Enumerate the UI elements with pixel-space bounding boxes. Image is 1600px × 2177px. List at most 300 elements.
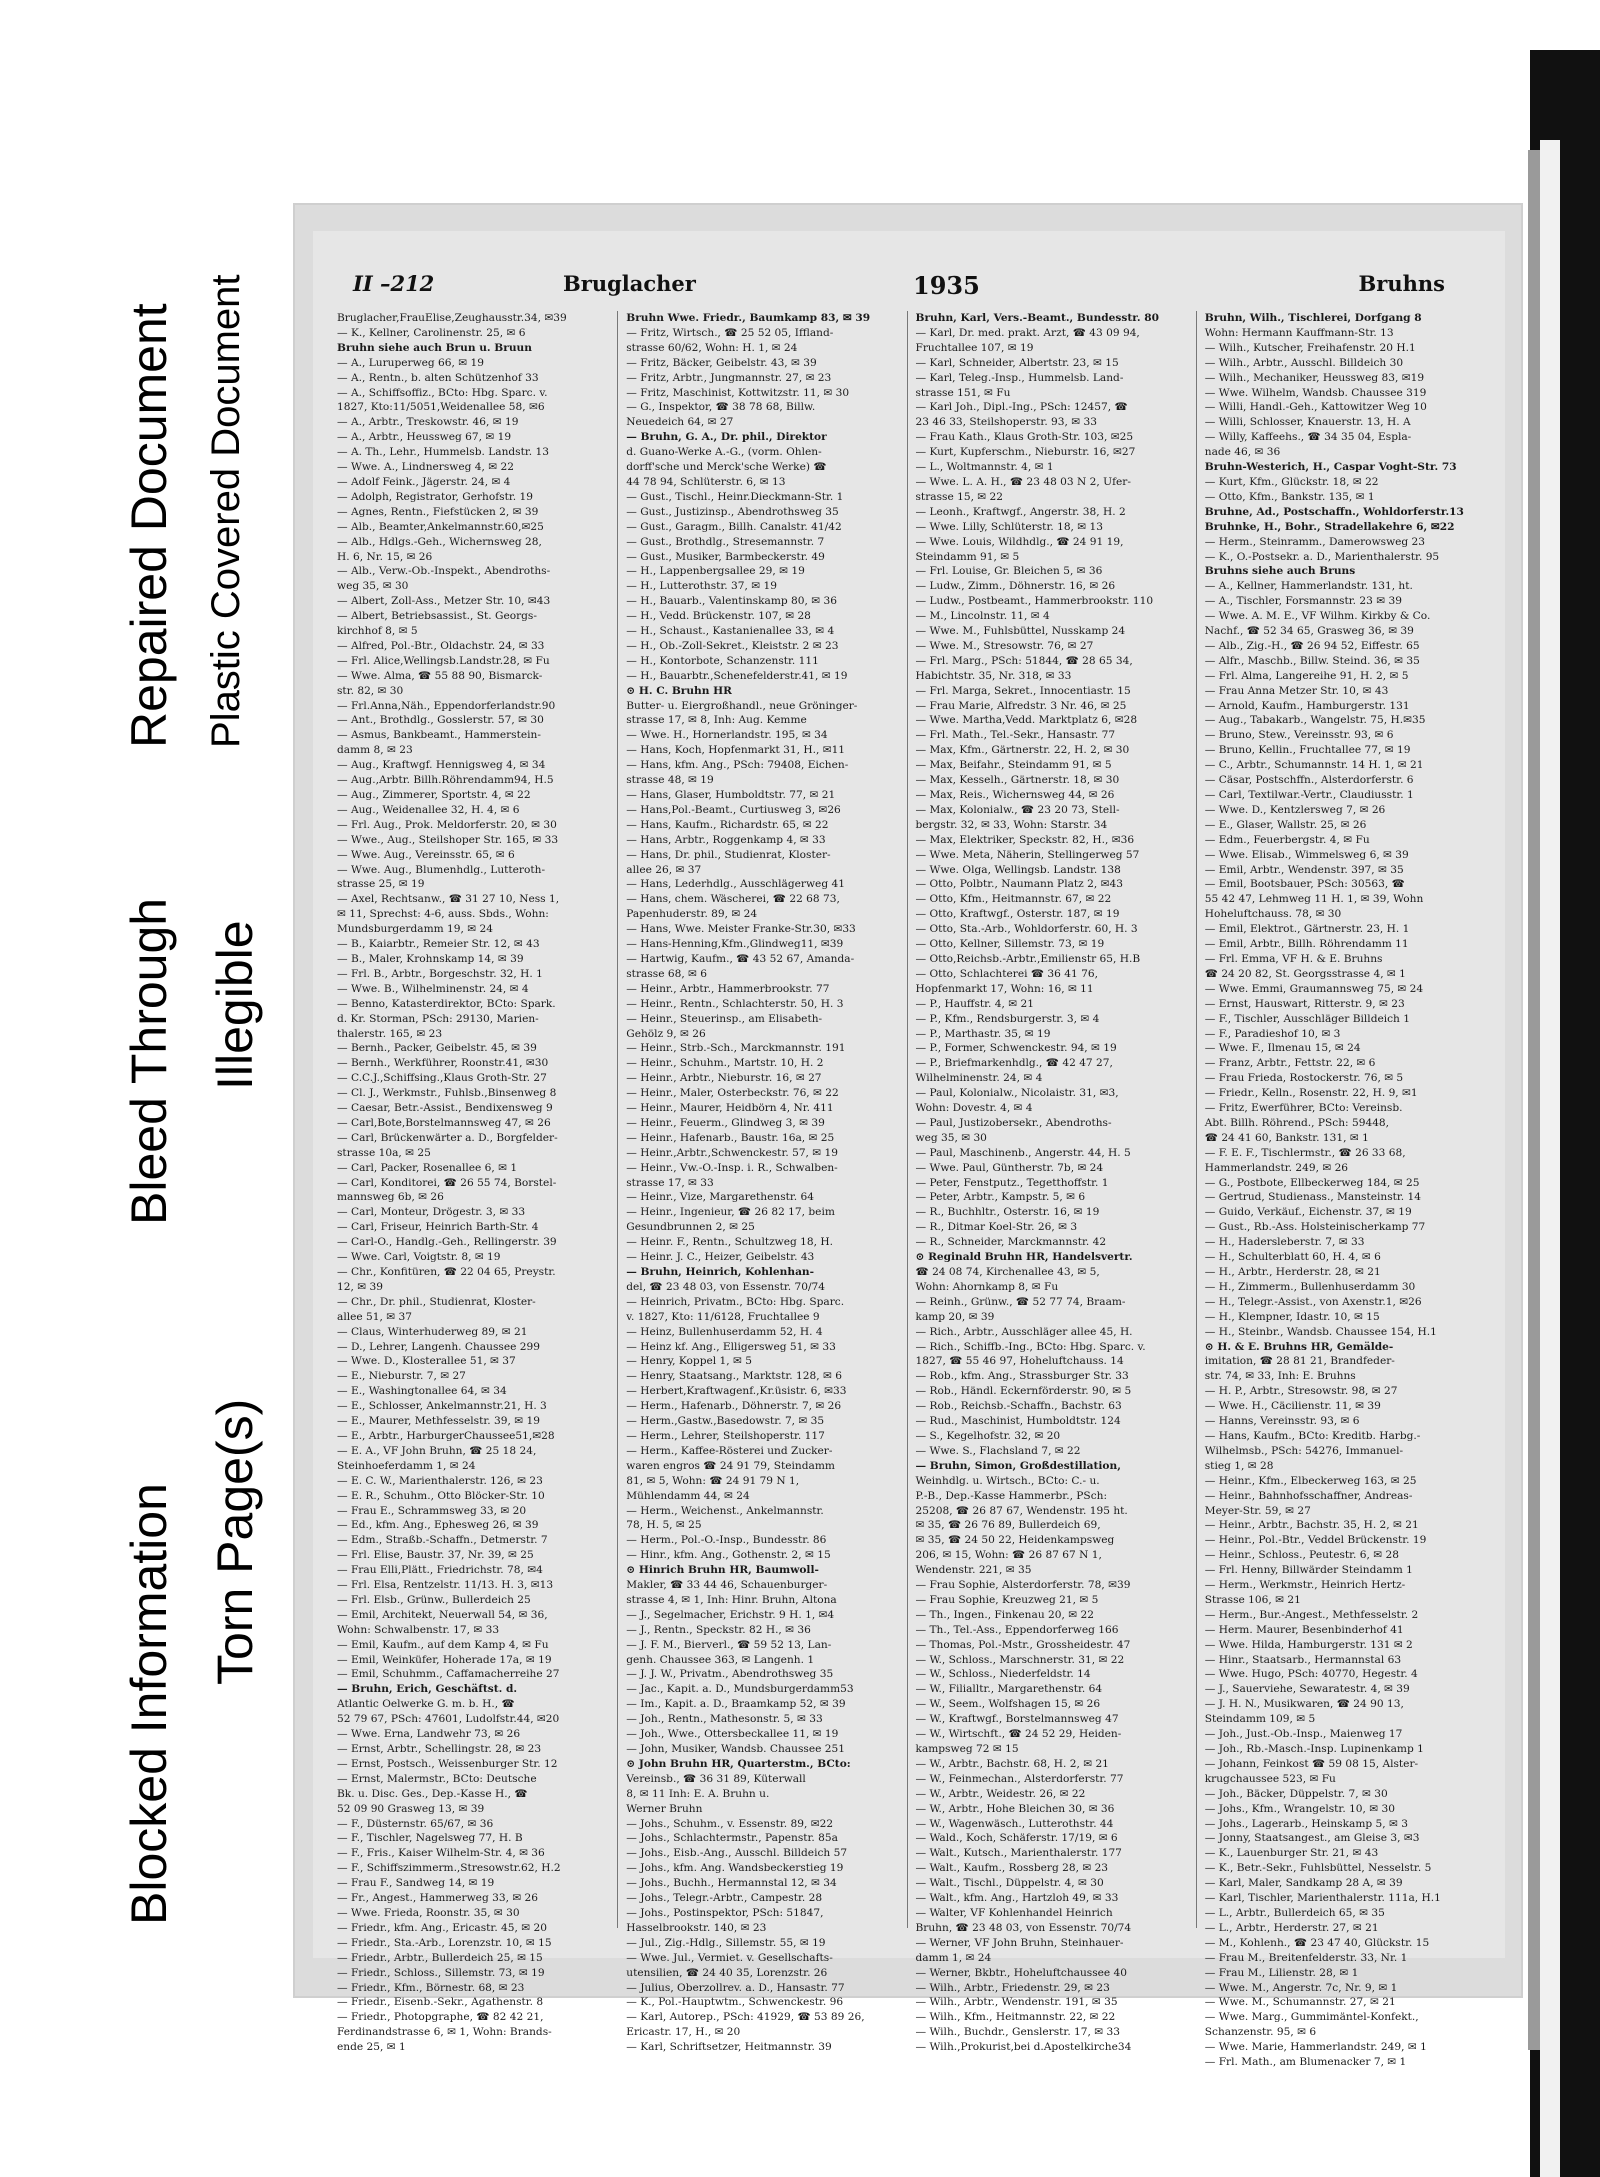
directory-entry-line: — Reinh., Grünw., ☎ 52 77 74, Braam-	[915, 1295, 1126, 1308]
directory-entry-line: — A., Tischler, Forsmannstr. 23 ✉ 39	[1204, 595, 1402, 608]
directory-entry-line: dorff'sche und Merck'sche Werke) ☎	[626, 461, 827, 474]
directory-entry-line: kirchhof 8, ✉ 5	[337, 625, 418, 638]
directory-entry-line: Butter- u. Eiergroßhandl., neue Gröninger-	[626, 699, 858, 712]
directory-entry-line: Strasse 106, ✉ 21	[1204, 1593, 1301, 1606]
directory-entry-line: — Friedr., Arbtr., Bullerdeich 25, ✉ 15	[337, 1951, 543, 1964]
directory-entry-line: — Heinr., Strb.-Sch., Marckmannstr. 191	[626, 1042, 846, 1055]
directory-entry-line: Bruglacher,FrauElise,Zeughausstr.34, ✉39	[337, 312, 567, 324]
directory-entry-line: — Bruhn, Erich, Geschäftst. d.	[337, 1683, 518, 1696]
directory-entry-line: — B., Maler, Krohnskamp 14, ✉ 39	[337, 952, 524, 965]
directory-entry-line: — R., Schneider, Marckmannstr. 42	[915, 1236, 1107, 1249]
directory-entry-line: strasse 151, ✉ Fu	[915, 386, 1011, 399]
directory-entry-line: — Frau Anna Metzer Str. 10, ✉ 43	[1204, 684, 1389, 697]
directory-entry-line: — Frl. Math., am Blumenacker 7, ✉ 1	[1204, 2056, 1407, 2069]
directory-entry-line: — Werner, VF John Bruhn, Steinhauer-	[915, 1936, 1124, 1949]
directory-entry-line: — Herm., Hafenarb., Döhnerstr. 7, ✉ 26	[626, 1400, 842, 1413]
directory-entry-line: — Herm., Lehrer, Steilshoperstr. 117	[626, 1429, 825, 1442]
directory-entry-line: — Heinz, Bullenhuserdamm 52, H. 4	[626, 1325, 823, 1338]
directory-entry-line: — Heinr. F., Rentn., Schultzweg 18, H.	[626, 1236, 833, 1249]
directory-entry-line: ⊙ John Bruhn HR, Quarterstm., BCto:	[626, 1757, 851, 1770]
directory-entry-line: — K., Lauenburger Str. 21, ✉ 43	[1204, 1847, 1379, 1860]
directory-entry-line: — Heinr., Vw.-O.-Insp. i. R., Schwalben-	[626, 1161, 838, 1174]
directory-entry-line: — Friedr., Eisenb.-Sekr., Agathenstr. 8	[337, 1996, 544, 2009]
directory-entry-line: — Fritz, Bäcker, Geibelstr. 43, ✉ 39	[626, 356, 817, 369]
directory-entry-line: — Alb., Beamter,Ankelmannstr.60,✉25	[337, 520, 544, 533]
directory-entry-line: — Heinr., Arbtr., Nieburstr. 16, ✉ 27	[626, 1072, 822, 1085]
directory-entry-line: 25208, ☎ 26 87 67, Wendenstr. 195 ht.	[915, 1504, 1128, 1517]
directory-entry-line: d. Guano-Werke A.-G., (vorm. Ohlen-	[626, 446, 822, 459]
directory-entry-line: Bruhn-Westerich, H., Caspar Voght-Str. 73	[1204, 461, 1457, 474]
directory-entry-line: — J., Sauerviehe, Sewaratestr. 4, ✉ 39	[1204, 1683, 1410, 1696]
directory-entry-line: — M., Kohlenh., ☎ 23 47 40, Glückstr. 15	[1204, 1936, 1430, 1949]
notice-strip	[0, 0, 280, 2177]
directory-entry-line: Wendenstr. 221, ✉ 35	[915, 1564, 1032, 1577]
directory-entry-line: — J. H. N., Musikwaren, ☎ 24 90 13,	[1204, 1698, 1404, 1711]
directory-entry-line: bergstr. 32, ✉ 33, Wohn: Starstr. 34	[915, 818, 1108, 831]
directory-entry-line: — H., Kontorbote, Schanzenstr. 111	[626, 654, 819, 667]
directory-entry-line: — Frau Kath., Klaus Groth-Str. 103, ✉25	[915, 431, 1134, 444]
directory-entry-line: Mühlendamm 44, ✉ 24	[626, 1489, 750, 1502]
directory-entry-line: — Johs., Schlachtermstr., Papenstr. 85a	[626, 1832, 838, 1845]
directory-entry-line: str. 74, ✉ 33, Inh: E. Bruhns	[1204, 1370, 1356, 1383]
directory-entry-line: — Wilh., Arbtr., Friedenstr. 29, ✉ 23	[915, 1981, 1110, 1994]
directory-entry-line: — Wald., Koch, Schäferstr. 17/19, ✉ 6	[915, 1832, 1118, 1845]
directory-entry-line: — W., Arbtr., Bachstr. 68, H. 2, ✉ 21	[915, 1757, 1109, 1770]
directory-entry-line: — Heinr., Feuerm., Glindweg 3, ✉ 39	[626, 1116, 825, 1129]
directory-entry-line: — Paul, Kolonialw., Nicolaistr. 31, ✉3,	[915, 1087, 1119, 1100]
directory-entry-line: — Wwe. D., Klosterallee 51, ✉ 37	[337, 1355, 516, 1368]
directory-entry-line: — Friedr., Photopgraphe, ☎ 82 42 21,	[337, 2011, 544, 2024]
directory-entry-line: — Otto, Polbtr., Naumann Platz 2, ✉43	[915, 878, 1123, 891]
directory-entry-line: — Kurt, Kfm., Glückstr. 18, ✉ 22	[1204, 475, 1379, 488]
directory-sheet-inner	[313, 231, 1505, 2069]
directory-entry-line: — E., Washingtonallee 64, ✉ 34	[337, 1385, 507, 1398]
directory-entry-line: stieg 1, ✉ 28	[1204, 1459, 1274, 1472]
directory-entry-line: — Frau M., Breitenfelderstr. 33, Nr. 1	[1204, 1951, 1408, 1964]
directory-entry-line: Schanzenstr. 95, ✉ 6	[1204, 2026, 1317, 2039]
directory-entry-line: Wohn: Schwalbenstr. 17, ✉ 33	[337, 1623, 500, 1636]
directory-entry-line: — Frau Frieda, Rostockerstr. 76, ✉ 5	[1204, 1072, 1404, 1085]
directory-entry-line: — Wilh., Buchdr., Genslerstr. 17, ✉ 33	[915, 2026, 1120, 2039]
directory-entry-line: 1827, Kto:11/5051,Weidenallee 58, ✉6	[337, 401, 545, 414]
directory-entry-line: — Otto,Reichsb.-Arbtr.,Emilienstr 65, H.B	[915, 952, 1141, 965]
directory-entry-line: — Johs., Telegr.-Arbtr., Campestr. 28	[626, 1892, 823, 1905]
directory-entry-line: — Rich., Schiffb.-Ing., BCto: Hbg. Sparc. v.	[915, 1340, 1146, 1353]
directory-entry-line: — Heinr., Pol.-Btr., Veddel Brückenstr. 19	[1204, 1534, 1427, 1547]
directory-entry-line: — Wilh., Arbtr., Wendenstr. 191, ✉ 35	[915, 1996, 1118, 2009]
directory-entry-line: — Bruhn, Simon, Großdestillation,	[915, 1459, 1121, 1472]
directory-entry-line: kampsweg 72 ✉ 15	[915, 1743, 1019, 1755]
directory-entry-line: — Wwe. Lilly, Schlüterstr. 18, ✉ 13	[915, 520, 1104, 533]
directory-entry-line: — Heinrich, Privatm., BCto: Hbg. Sparc.	[626, 1295, 845, 1308]
directory-entry-line: — J., Rentn., Speckstr. 82 H., ✉ 36	[626, 1623, 811, 1636]
directory-entry-line: — Rud., Maschinist, Humboldtstr. 124	[915, 1415, 1121, 1428]
directory-entry-line: v. 1827, Kto: 11/6128, Fruchtallee 9	[626, 1310, 820, 1323]
directory-entry-line: strasse 17, ✉ 33	[626, 1176, 714, 1189]
directory-entry-line: — Carl, Brückenwärter a. D., Borgfelder-	[337, 1131, 558, 1144]
directory-entry-line: thalerstr. 165, ✉ 23	[337, 1027, 443, 1040]
directory-entry-line: 1827, ☎ 55 46 97, Hoheluftchauss. 14	[915, 1355, 1124, 1368]
directory-entry-line: — Wwe., Aug., Steilshoper Str. 165, ✉ 33	[337, 833, 559, 846]
directory-entry-line: — Carl, Konditorei, ☎ 26 55 74, Borstel-	[337, 1176, 557, 1189]
directory-entry-line: — Ernst, Postsch., Weissenburger Str. 12	[337, 1757, 558, 1770]
directory-entry-line: — Herbert,Kraftwagenf.,Kr.üsistr. 6, ✉33	[626, 1385, 847, 1398]
directory-entry-line: — Johs., Buchh., Hermannstal 12, ✉ 34	[626, 1877, 837, 1890]
directory-entry-line: — Hans, Wwe. Meister Franke-Str.30, ✉33	[626, 923, 856, 936]
last-entry-word: Bruhns	[1358, 271, 1445, 296]
directory-entry-line: — Heinr., Ingenieur, ☎ 26 82 17, beim	[626, 1206, 835, 1219]
directory-entry-line: — Franz, Arbtr., Fettstr. 22, ✉ 6	[1204, 1057, 1376, 1070]
directory-entry-line: — Ernst, Hauswart, Ritterstr. 9, ✉ 23	[1204, 997, 1405, 1010]
directory-entry-line: — Frau Sophie, Kreuzweg 21, ✉ 5	[915, 1593, 1099, 1606]
directory-entry-line: — Herm., Werkmstr., Heinrich Hertz-	[1204, 1579, 1406, 1592]
directory-entry-line: — Heinr., Arbtr., Hammerbrookstr. 77	[626, 982, 830, 995]
directory-entry-line: — Wilh., Arbtr., Ausschl. Billdeich 30	[1204, 356, 1404, 369]
directory-entry-line: — Gust., Rb.-Ass. Holsteinischerkamp 77	[1204, 1221, 1426, 1234]
directory-entry-line: — H., Hadersleberstr. 7, ✉ 33	[1204, 1236, 1365, 1249]
directory-entry-line: Meyer-Str. 59, ✉ 27	[1204, 1504, 1311, 1517]
directory-entry-line: — M., Lincolnstr. 11, ✉ 4	[915, 610, 1050, 623]
directory-entry-line: — Asmus, Bankbeamt., Hammerstein-	[337, 729, 541, 742]
directory-entry-line: — P., Kfm., Rendsburgerstr. 3, ✉ 4	[915, 1012, 1100, 1025]
directory-entry-line: — Johs., kfm. Ang. Wandsbeckerstieg 19	[626, 1862, 844, 1875]
directory-entry-line: — Wwe. Meta, Näherin, Stellingerweg 57	[915, 848, 1140, 861]
directory-entry-line: — Frau M., Lilienstr. 28, ✉ 1	[1204, 1966, 1359, 1979]
directory-entry-line: — Heinr., Hafenarb., Baustr. 16a, ✉ 25	[626, 1131, 835, 1144]
directory-entry-line: — Wwe. M., Fuhlsbüttel, Nusskamp 24	[915, 625, 1126, 638]
directory-entry-line: — Max, Elektriker, Speckstr. 82, H., ✉36	[915, 833, 1135, 846]
directory-entry-line: — Frl. Aug., Prok. Meldorferstr. 20, ✉ 30	[337, 818, 557, 831]
directory-entry-line: — A., Arbtr., Treskowstr. 46, ✉ 19	[337, 416, 519, 429]
directory-entry-line: — Herm.,Gastw.,Basedowstr. 7, ✉ 35	[626, 1415, 825, 1428]
directory-entry-line: — Wwe. Elisab., Wimmelsweg 6, ✉ 39	[1204, 848, 1409, 861]
directory-entry-line: — Frl. Elsa, Rentzelstr. 11/13. H. 3, ✉13	[337, 1579, 554, 1592]
directory-entry-line: — Heinr.,Arbtr.,Schwenckestr. 57, ✉ 19	[626, 1146, 839, 1159]
directory-sheet	[293, 203, 1523, 2069]
directory-entry-line: — G., Postbote, Ellbeckerweg 184, ✉ 25	[1204, 1176, 1420, 1189]
directory-entry-line: Bruhnke, H., Bohr., Stradellakehre 6, ✉22	[1204, 520, 1455, 533]
directory-entry-line: — Peter, Fenstputz., Tegetthoffstr. 1	[915, 1176, 1109, 1189]
directory-entry-line: — L., Woltmannstr. 4, ✉ 1	[915, 461, 1054, 474]
directory-entry-line: ✉ 35, ☎ 24 50 22, Heidenkampsweg	[915, 1534, 1115, 1547]
directory-entry-line: — Wwe. H., Cäcilienstr. 11, ✉ 39	[1204, 1400, 1381, 1413]
directory-entry-line: — D., Lehrer, Langenh. Chaussee 299	[337, 1340, 540, 1353]
directory-entry-line: — Alfred, Pol.-Btr., Oldachstr. 24, ✉ 33	[337, 639, 545, 652]
directory-entry-line: — Paul, Justizobersekr., Abendroths-	[915, 1116, 1112, 1129]
directory-entry-line: strasse 4, ✉ 1, Inh: Hinr. Bruhn, Altona	[626, 1593, 837, 1606]
directory-entry-line: — H., Schulterblatt 60, H. 4, ✉ 6	[1204, 1251, 1381, 1264]
directory-entry-line: — R., Ditmar Koel-Str. 26, ✉ 3	[915, 1221, 1078, 1234]
directory-entry-line: — Emil, Bootsbauer, PSch: 30563, ☎	[1204, 878, 1405, 891]
directory-entry-line: — Bruno, Kellin., Fruchtallee 77, ✉ 19	[1204, 744, 1411, 757]
directory-entry-line: — Jac., Kapit. a. D., Mundsburgerdamm53	[626, 1683, 854, 1696]
directory-entry-line: — W., Feinmechan., Alsterdorferstr. 77	[915, 1772, 1124, 1785]
directory-entry-line: — Hans, Kaufm., BCto: Kreditb. Harbg.-	[1204, 1429, 1421, 1442]
directory-entry-line: — W., Arbtr., Hohe Bleichen 30, ✉ 36	[915, 1802, 1115, 1815]
directory-entry-line: — Frl. Emma, VF H. & E. Bruhns	[1204, 952, 1383, 965]
directory-entry-line: — Heinr., Schuhm., Martstr. 10, H. 2	[626, 1057, 824, 1070]
directory-entry-line: — Agnes, Rentn., Fiefstücken 2, ✉ 39	[337, 505, 539, 518]
directory-entry-line: ⊙ H. C. Bruhn HR	[626, 684, 732, 697]
directory-entry-line: — F., Tischler, Nagelsweg 77, H. B	[337, 1832, 523, 1845]
directory-entry-line: — Wwe. D., Kentzlersweg 7, ✉ 26	[1204, 803, 1386, 816]
directory-entry-line: — B., Kaiarbtr., Remeier Str. 12, ✉ 43	[337, 938, 540, 951]
directory-entry-line: — Carl, Packer, Rosenallee 6, ✉ 1	[337, 1161, 518, 1174]
directory-entry-line: — Wwe. Marie, Hammerlandstr. 249, ✉ 1	[1204, 2041, 1427, 2054]
directory-entry-line: — Chr., Dr. phil., Studienrat, Kloster-	[337, 1295, 536, 1308]
directory-entry-line: — Herm., Pol.-O.-Insp., Bundesstr. 86	[626, 1534, 827, 1547]
directory-entry-line: — W., Seem., Wolfshagen 15, ✉ 26	[915, 1698, 1101, 1711]
directory-entry-line: ✉ 35, ☎ 26 76 89, Bullerdeich 69,	[915, 1519, 1101, 1532]
directory-entry-line: — Wwe. Olga, Wellingsb. Landstr. 138	[915, 863, 1121, 876]
directory-entry-line: — Willi, Schlosser, Knauerstr. 13, H. A	[1204, 416, 1411, 429]
directory-entry-line: strasse 25, ✉ 19	[337, 878, 425, 891]
directory-entry-line: — Johs., Postinspektor, PSch: 51847,	[626, 1906, 824, 1919]
directory-entry-line: — Rich., Arbtr., Ausschläger allee 45, H.	[915, 1325, 1133, 1338]
directory-entry-line: — Aug., Kraftwgf. Hennigsweg 4, ✉ 34	[337, 759, 546, 772]
directory-entry-line: — Alb., Verw.-Ob.-Inspekt., Abendroths-	[337, 565, 551, 578]
directory-entry-line: — Wilh.,Prokurist,bei d.Apostelkirche34	[915, 2041, 1132, 2054]
directory-entry-line: — Heinr., Maurer, Heidbörn 4, Nr. 411	[626, 1102, 834, 1115]
directory-entry-line: — Rob., Reichsb.-Schaffn., Bachstr. 63	[915, 1400, 1122, 1413]
directory-entry-line: genh. Chaussee 363, ✉ Langenh. 1	[626, 1653, 815, 1666]
directory-entry-line: Bruhne, Ad., Postschaffn., Wohldorferstr.13	[1204, 505, 1464, 518]
page-header	[353, 271, 1445, 301]
directory-entry-line: — Wwe. L. A. H., ☎ 23 48 03 N 2, Ufer-	[915, 475, 1131, 488]
directory-entry-line: — Julius, Oberzollrev. a. D., Hansastr. 77	[626, 1981, 845, 1994]
directory-year: 1935	[913, 271, 980, 300]
directory-entry-line: — Johs., Schuhm., v. Essenstr. 89, ✉22	[626, 1817, 834, 1830]
directory-entry-line: — W., Schloss., Niederfeldstr. 14	[915, 1668, 1091, 1681]
directory-entry-line: strasse 60/62, Wohn: H. 1, ✉ 24	[626, 341, 798, 354]
directory-entry-line: — Karl, Maler, Sandkamp 28 A, ✉ 39	[1204, 1877, 1403, 1890]
directory-entry-line: — Willi, Handl.-Geh., Kattowitzer Weg 10	[1204, 401, 1427, 414]
directory-entry-line: — Alb., Zig.-H., ☎ 26 94 52, Eiffestr. 65	[1204, 639, 1420, 652]
directory-entry-line: krugchaussee 523, ✉ Fu	[1204, 1772, 1336, 1785]
directory-entry-line: — Wwe. Hugo, PSch: 40770, Hegestr. 4	[1204, 1668, 1418, 1681]
directory-entry-line: — Hans, Arbtr., Roggenkamp 4, ✉ 33	[626, 833, 826, 846]
directory-entry-line: — Wwe. Paul, Güntherstr. 7b, ✉ 24	[915, 1161, 1104, 1174]
directory-entry-line: damm 1, ✉ 24	[915, 1951, 992, 1964]
directory-entry-line: strasse 15, ✉ 22	[915, 490, 1004, 503]
directory-entry-line: — P., Briefmarkenhdlg., ☎ 42 47 27,	[915, 1057, 1113, 1070]
directory-entry-line: Bruhns siehe auch Bruns	[1204, 565, 1356, 578]
directory-entry-line: — Wwe. Carl, Voigtstr. 8, ✉ 19	[337, 1251, 501, 1264]
directory-entry-line: — Heinr., Rentn., Schlachterstr. 50, H. 3	[626, 997, 844, 1010]
directory-entry-line: — Otto, Kfm., Heitmannstr. 67, ✉ 22	[915, 893, 1112, 906]
first-entry-word: Bruglacher	[563, 271, 696, 296]
directory-entry-line: — Walt., kfm. Ang., Hartzloh 49, ✉ 33	[915, 1892, 1119, 1905]
directory-entry-line: — Ernst, Arbtr., Schellingstr. 28, ✉ 23	[337, 1743, 542, 1755]
directory-entry-line: — Werner, Bkbtr., Hoheluftchaussee 40	[915, 1966, 1128, 1979]
directory-entry-line: — A., Kellner, Hammerlandstr. 131, ht.	[1204, 580, 1413, 593]
directory-entry-line: — Emil, Arbtr., Billh. Röhrendamm 11	[1204, 938, 1409, 951]
directory-entry-line: Bruhn siehe auch Brun u. Bruun	[337, 341, 532, 354]
directory-entry-line: weg 35, ✉ 30	[337, 580, 409, 593]
directory-entry-line: 78, H. 5, ✉ 25	[626, 1519, 702, 1532]
directory-entry-line: H. 6, Nr. 15, ✉ 26	[337, 550, 433, 563]
directory-entry-line: — H., Zimmerm., Bullenhuserdamm 30	[1204, 1280, 1416, 1293]
directory-entry-line: — Karl, Dr. med. prakt. Arzt, ☎ 43 09 94,	[915, 326, 1140, 339]
directory-entry-line: — Emil, Kaufm., auf dem Kamp 4, ✉ Fu	[337, 1638, 549, 1651]
directory-entry-line: — E., Glaser, Wallstr. 25, ✉ 26	[1204, 818, 1367, 831]
directory-entry-line: — Carl, Friseur, Heinrich Barth-Str. 4	[337, 1221, 539, 1234]
directory-entry-line: — Rob., kfm. Ang., Strassburger Str. 33	[915, 1370, 1129, 1383]
directory-entry-line: — Jul., Zig.-Hdlg., Sillemstr. 55, ✉ 19	[626, 1936, 826, 1949]
directory-entry-line: — Frau Sophie, Alsterdorferstr. 78, ✉39	[915, 1579, 1131, 1592]
directory-entry-line: — C.C.J.,Schiffsing.,Klaus Groth-Str. 27	[337, 1072, 547, 1085]
directory-entry-line: Hasselbrookstr. 140, ✉ 23	[626, 1921, 767, 1934]
directory-entry-line: Steindamm 109, ✉ 5	[1204, 1713, 1316, 1726]
directory-entry-line: Hopfenmarkt 17, Wohn: 16, ✉ 11	[915, 982, 1094, 995]
directory-entry-line: — Hans, Dr. phil., Studienrat, Kloster-	[626, 848, 831, 861]
directory-entry-line: Bruhn, ☎ 23 48 03, von Essenstr. 70/74	[915, 1921, 1132, 1934]
directory-entry-line: — F., Schiffszimmerm.,Stresowstr.62, H.2	[337, 1862, 561, 1875]
directory-entry-line: — E., Arbtr., HarburgerChaussee51,✉28	[337, 1429, 555, 1442]
directory-entry-line: waren engros ☎ 24 91 79, Steindamm	[626, 1459, 835, 1472]
directory-entry-line: — Fritz, Wirtsch., ☎ 25 52 05, Iffland-	[626, 326, 834, 339]
directory-entry-line: — S., Kegelhofstr. 32, ✉ 20	[915, 1429, 1061, 1442]
directory-entry-line: — Ed., kfm. Ang., Ephesweg 26, ✉ 39	[337, 1519, 539, 1532]
directory-entry-line: — Wwe. Martha,Vedd. Marktplatz 6, ✉28	[915, 714, 1138, 727]
directory-entry-line: — Wwe. H., Hornerlandstr. 195, ✉ 34	[626, 729, 828, 742]
directory-entry-line: P.-B., Dep.-Kasse Hammerbr., PSch:	[915, 1489, 1108, 1502]
directory-entry-line: — Karl, Schriftsetzer, Heitmannstr. 39	[626, 2041, 832, 2054]
directory-entry-line: — Joh., Rb.-Masch.-Insp. Lupinenkamp 1	[1204, 1743, 1424, 1755]
directory-entry-line: — Bruno, Stew., Vereinsstr. 93, ✉ 6	[1204, 729, 1394, 742]
directory-entry-line: allee 51, ✉ 37	[337, 1310, 412, 1323]
directory-entry-line: — Max, Kfm., Gärtnerstr. 22, H. 2, ✉ 30	[915, 744, 1130, 757]
directory-entry-line: — Karl, Tischler, Marienthalerstr. 111a, H.1	[1204, 1892, 1441, 1905]
adjacent-page-edge	[1540, 140, 1560, 2177]
directory-entry-line: strasse 48, ✉ 19	[626, 774, 714, 787]
directory-entry-line: imitation, ☎ 28 81 21, Brandfeder-	[1204, 1355, 1395, 1368]
directory-entry-line: — Albert, Betriebsassist., St. Georgs-	[337, 610, 537, 623]
directory-entry-line: — Wwe. A. M. E., VF Wilhm. Kirkby & Co.	[1204, 610, 1431, 623]
directory-entry-line: — K., Betr.-Sekr., Fuhlsbüttel, Nesselstr. 5	[1204, 1862, 1432, 1875]
directory-column-3	[915, 311, 1197, 2054]
directory-entry-line: ✉ 11, Sprechst: 4-6, auss. Sbds., Wohn:	[337, 908, 549, 921]
directory-entry-line: — L., Arbtr., Bullerdeich 65, ✉ 35	[1204, 1906, 1385, 1919]
directory-entry-line: — Willy, Kaffeehs., ☎ 34 35 04, Espla-	[1204, 431, 1412, 444]
directory-entry-line: — Hans,Pol.-Beamt., Curtiusweg 3, ✉26	[626, 803, 841, 816]
directory-entry-line: Vereinsb., ☎ 36 31 89, Küterwall	[626, 1772, 806, 1785]
directory-column-1	[337, 311, 618, 2054]
directory-entry-line: — Wwe. S., Flachsland 7, ✉ 22	[915, 1444, 1081, 1457]
directory-entry-line: Bruhn Wwe. Friedr., Baumkamp 83, ✉ 39	[626, 312, 871, 324]
directory-entry-line: — Karl, Autorep., PSch: 41929, ☎ 53 89 26,	[626, 2011, 865, 2024]
directory-entry-line: — Gust., Garagm., Billh. Canalstr. 41/42	[626, 520, 842, 533]
directory-entry-line: — Walt., Tischl., Düppelstr. 4, ✉ 30	[915, 1877, 1104, 1890]
directory-entry-line: nade 46, ✉ 36	[1204, 446, 1281, 459]
directory-entry-line: — Heinr., Schloss., Peutestr. 6, ✉ 28	[1204, 1549, 1399, 1562]
directory-entry-line: — K., Pol.-Hauptwtm., Schwenckestr. 96	[626, 1996, 844, 2009]
directory-entry-line: — Hanns, Vereinsstr. 93, ✉ 6	[1204, 1415, 1360, 1428]
directory-entry-line: — C., Arbtr., Schumannstr. 14 H. 1, ✉ 21	[1204, 759, 1424, 772]
directory-entry-line: — John, Musiker, Wandsb. Chaussee 251	[626, 1743, 845, 1755]
directory-entry-line: — Heinr., Kfm., Elbeckerweg 163, ✉ 25	[1204, 1474, 1417, 1487]
directory-entry-line: — Wwe. F., Ilmenau 15, ✉ 24	[1204, 1042, 1361, 1055]
directory-entry-line: — Emil, Elektrot., Gärtnerstr. 23, H. 1	[1204, 923, 1410, 936]
directory-entry-line: — Bernh., Packer, Geibelstr. 45, ✉ 39	[337, 1042, 537, 1055]
directory-entry-line: — Wilh., Mechaniker, Heussweg 83, ✉19	[1204, 371, 1425, 384]
directory-entry-line: kamp 20, ✉ 39	[915, 1310, 995, 1323]
directory-entry-line: — Leonh., Kraftwgf., Angerstr. 38, H. 2	[915, 505, 1126, 518]
directory-entry-line: — H., Telegr.-Assist., von Axenstr.1, ✉26	[1204, 1295, 1422, 1308]
directory-entry-line: Atlantic Oelwerke G. m. b. H., ☎	[337, 1698, 515, 1711]
directory-entry-line: — H., Lappenbergsallee 29, ✉ 19	[626, 565, 805, 578]
directory-entry-line: — Arnold, Kaufm., Hamburgerstr. 131	[1204, 699, 1410, 712]
directory-entry-line: — Wwe. Aug., Vereinsstr. 65, ✉ 6	[337, 848, 515, 861]
directory-entry-line: — Herm. Maurer, Besenbinderhof 41	[1204, 1623, 1404, 1636]
directory-entry-line: — Herm., Steinramm., Damerowsweg 23	[1204, 535, 1426, 548]
directory-entry-line: — A., Rentn., b. alten Schützenhof 33	[337, 371, 539, 384]
directory-entry-line: ⊙ Reginald Bruhn HR, Handelsvertr.	[915, 1251, 1133, 1264]
directory-entry-line: — J., Segelmacher, Erichstr. 9 H. 1, ✉4	[626, 1608, 835, 1621]
directory-entry-line: — Friedr., Schloss., Sillemstr. 73, ✉ 19	[337, 1966, 545, 1979]
directory-entry-line: — Hans, Kaufm., Richardstr. 65, ✉ 22	[626, 818, 829, 831]
directory-entry-line: — E., Maurer, Methfesselstr. 39, ✉ 19	[337, 1415, 540, 1428]
directory-entry-line: — Wwe. Aug., Blumenhdlg., Lutteroth-	[337, 863, 546, 876]
directory-entry-line: — Wilh., Kfm., Heitmannstr. 22, ✉ 22	[915, 2011, 1116, 2024]
notice-repaired-document: Repaired Document	[121, 303, 177, 748]
directory-entry-line: — Guido, Verkäuf., Eichenstr. 37, ✉ 19	[1204, 1206, 1412, 1219]
directory-entry-line: 23 46 33, Steilshoperstr. 93, ✉ 33	[915, 416, 1097, 429]
directory-entry-line: — Hans, kfm. Ang., PSch: 79408, Eichen-	[626, 759, 849, 772]
directory-entry-line: — Heinr., Arbtr., Bachstr. 35, H. 2, ✉ 21	[1204, 1519, 1419, 1532]
directory-entry-line: — Kurt, Kupferschm., Nieburstr. 16, ✉27	[915, 446, 1136, 459]
directory-entry-line: — K., Kellner, Carolinenstr. 25, ✉ 6	[337, 326, 526, 339]
directory-entry-line: — Albert, Zoll-Ass., Metzer Str. 10, ✉43	[337, 595, 551, 608]
directory-entry-line: Wohn: Hermann Kauffmann-Str. 13	[1204, 326, 1394, 339]
directory-entry-line: — Alb., Hdlgs.-Geh., Wichernsweg 28,	[337, 535, 542, 548]
directory-entry-line: — Frl. B., Arbtr., Borgeschstr. 32, H. 1	[337, 967, 543, 980]
directory-entry-line: strasse 10a, ✉ 25	[337, 1146, 431, 1159]
directory-entry-line: — Karl Joh., Dipl.-Ing., PSch: 12457, ☎	[915, 401, 1128, 414]
directory-entry-line: — Gust., Tischl., Heinr.Dieckmann-Str. 1	[626, 490, 844, 503]
directory-entry-line: — Wwe. M., Stresowstr. 76, ✉ 27	[915, 639, 1094, 652]
directory-columns	[337, 311, 1485, 2069]
directory-entry-line: — Heinr., Maler, Osterbeckstr. 76, ✉ 22	[626, 1087, 839, 1100]
directory-entry-line: — Hinr., Staatsarb., Hermannstal 63	[1204, 1653, 1402, 1666]
directory-entry-line: — Wwe. Jul., Vermiet. v. Gesellschafts-	[626, 1951, 833, 1964]
directory-entry-line: — A., Schiffsoffiz., BCto: Hbg. Sparc. v.	[337, 386, 548, 399]
directory-entry-line: — Gust., Justizinsp., Abendrothsweg 35	[626, 505, 839, 518]
directory-entry-line: Ferdinandstrasse 6, ✉ 1, Wohn: Brands-	[337, 2026, 552, 2039]
directory-column-2	[626, 311, 907, 2054]
directory-entry-line: — Johann, Feinkost ☎ 59 08 15, Alster-	[1204, 1757, 1419, 1770]
directory-entry-line: Hoheluftchauss. 78, ✉ 30	[1204, 908, 1342, 921]
directory-entry-line: — P., Marthastr. 35, ✉ 19	[915, 1027, 1051, 1040]
directory-entry-line: — W., Wagenwäsch., Lutterothstr. 44	[915, 1817, 1114, 1830]
directory-entry-line: Gehölz 9, ✉ 26	[626, 1027, 706, 1040]
directory-entry-line: — Fr., Angest., Hammerweg 33, ✉ 26	[337, 1892, 539, 1905]
directory-entry-line: — G., Inspektor, ☎ 38 78 68, Billw.	[626, 401, 816, 414]
notice-blocked-information: Blocked Information	[121, 1483, 177, 1925]
directory-entry-line: 52 09 90 Grasweg 13, ✉ 39	[337, 1802, 485, 1815]
directory-entry-line: — Emil, Weinküfer, Hoherade 17a, ✉ 19	[337, 1653, 552, 1666]
directory-entry-line: — Herm., Kaffee-Rösterei und Zucker-	[626, 1444, 833, 1457]
directory-entry-line: — Wwe. Wilhelm, Wandsb. Chaussee 319	[1204, 386, 1427, 399]
directory-entry-line: 44 78 94, Schlüterstr. 6, ✉ 13	[626, 475, 786, 488]
directory-entry-line: — Adolph, Registrator, Gerhofstr. 19	[337, 490, 533, 503]
directory-entry-line: — Hinr., kfm. Ang., Gothenstr. 2, ✉ 15	[626, 1549, 831, 1562]
directory-entry-line: — W., Kraftwgf., Borstelmannsweg 47	[915, 1713, 1119, 1726]
directory-entry-line: Weinhdlg. u. Wirtsch., BCto: C.- u.	[915, 1474, 1100, 1487]
directory-entry-line: d. Kr. Storman, PSch: 29130, Marien-	[337, 1012, 539, 1025]
directory-entry-line: — Wwe. Emmi, Graumannsweg 75, ✉ 24	[1204, 982, 1424, 995]
directory-entry-line: — H. P., Arbtr., Stresowstr. 98, ✉ 27	[1204, 1385, 1398, 1398]
